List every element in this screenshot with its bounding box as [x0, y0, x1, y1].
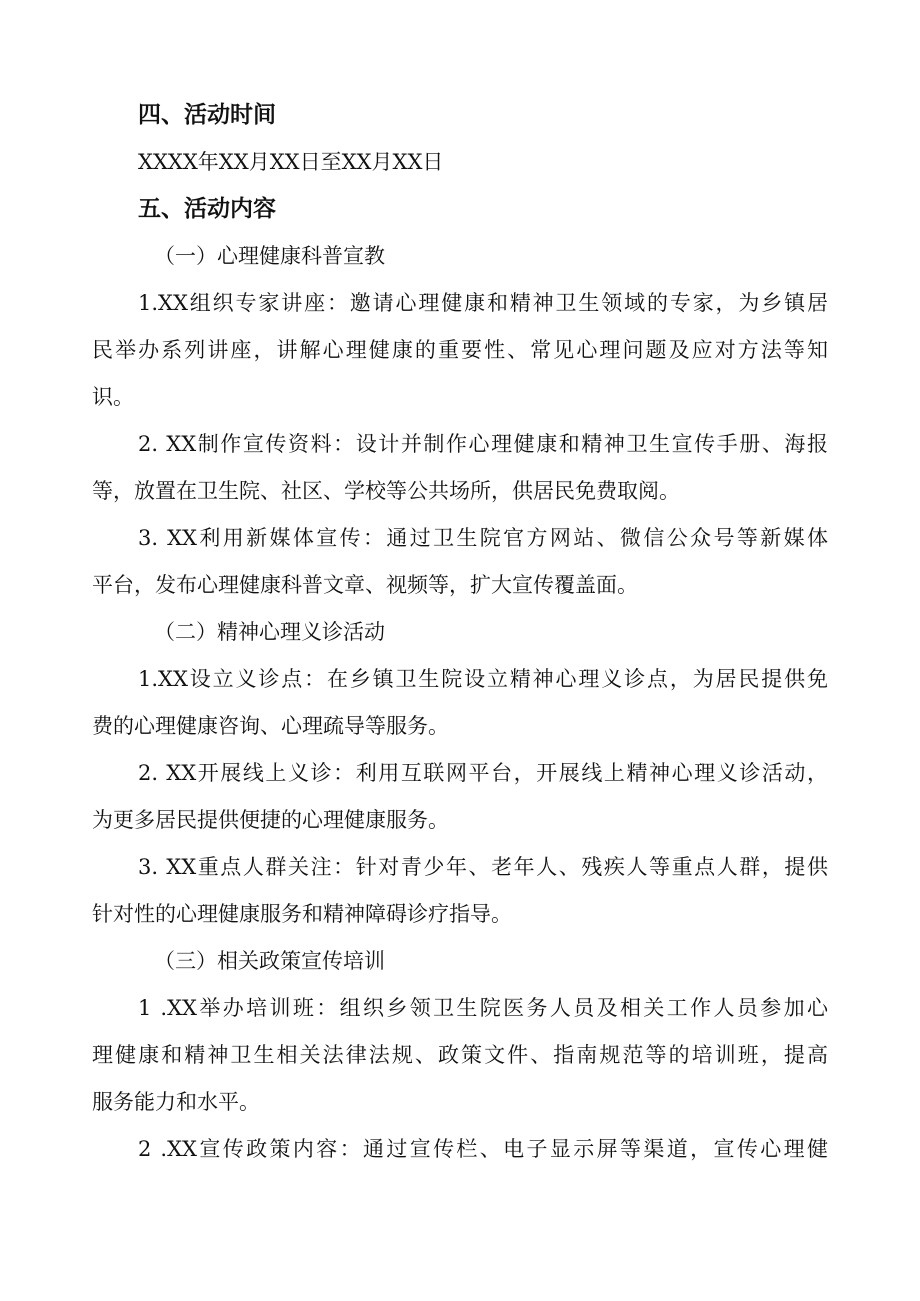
list-item — [92, 515, 828, 609]
paragraph-line: 服务能力和水平。 — [92, 1090, 260, 1114]
paragraph-line: 平台，发布心理健康科普文章、视频等，扩大宣传覆盖面。 — [92, 573, 638, 597]
subsection-title: （三）相关政策宣传培训 — [154, 949, 385, 973]
paragraph-line: 识。 — [92, 385, 134, 409]
paragraph-line: 2. XX开展线上义诊：利用互联网平台，开展线上精神心理义诊活动， — [138, 761, 828, 785]
paragraph-line: 3. XX重点人群关注：针对青少年、老年人、残疾人等重点人群，提供 — [138, 855, 828, 879]
paragraph-line: 费的心理健康咨询、心理疏导等服务。 — [92, 714, 449, 738]
list-item — [92, 421, 828, 515]
list-item — [92, 656, 828, 750]
paragraph-line: 为更多居民提供便捷的心理健康服务。 — [92, 808, 449, 832]
subsection-title: （二）精神心理义诊活动 — [154, 620, 385, 644]
paragraph-line: 1.XX设立义诊点：在乡镇卫生院设立精神心理义诊点，为居民提供免 — [138, 667, 828, 691]
paragraph-line: 2 .XX宣传政策内容：通过宣传栏、电子显示屏等渠道，宣传心理健 — [138, 1137, 828, 1161]
list-item — [92, 750, 828, 844]
subsection-title: （一）心理健康科普宣教 — [154, 244, 385, 268]
section-four-title: 四、活动时间 — [138, 102, 276, 128]
paragraph-line: 针对性的心理健康服务和精神障碍诊疗指导。 — [92, 902, 512, 926]
paragraph-line: 理健康和精神卫生相关法律法规、政策文件、指南规范等的培训班，提高 — [92, 1043, 828, 1067]
list-item — [92, 1126, 828, 1173]
activity-date: XXXX年XX月XX日至XX月XX日 — [138, 150, 444, 174]
paragraph-line: 等，放置在卫生院、社区、学校等公共场所，供居民免费取阅。 — [92, 479, 680, 503]
section-five-title: 五、活动内容 — [138, 196, 276, 222]
paragraph-line: 1 .XX举办培训班：组织乡领卫生院医务人员及相关工作人员参加心 — [138, 996, 828, 1020]
paragraph-line: 2. XX制作宣传资料：设计并制作心理健康和精神卫生宣传手册、海报 — [138, 432, 828, 456]
list-item — [92, 985, 828, 1126]
paragraph-line: 1.XX组织专家讲座：邀请心理健康和精神卫生领域的专家，为乡镇居 — [138, 291, 828, 315]
paragraph-line: 民举办系列讲座，讲解心理健康的重要性、常见心理问题及应对方法等知 — [92, 338, 828, 362]
list-item — [92, 844, 828, 938]
list-item — [92, 280, 828, 421]
paragraph-line: 3. XX利用新媒体宣传：通过卫生院官方网站、微信公众号等新媒体 — [138, 526, 828, 550]
